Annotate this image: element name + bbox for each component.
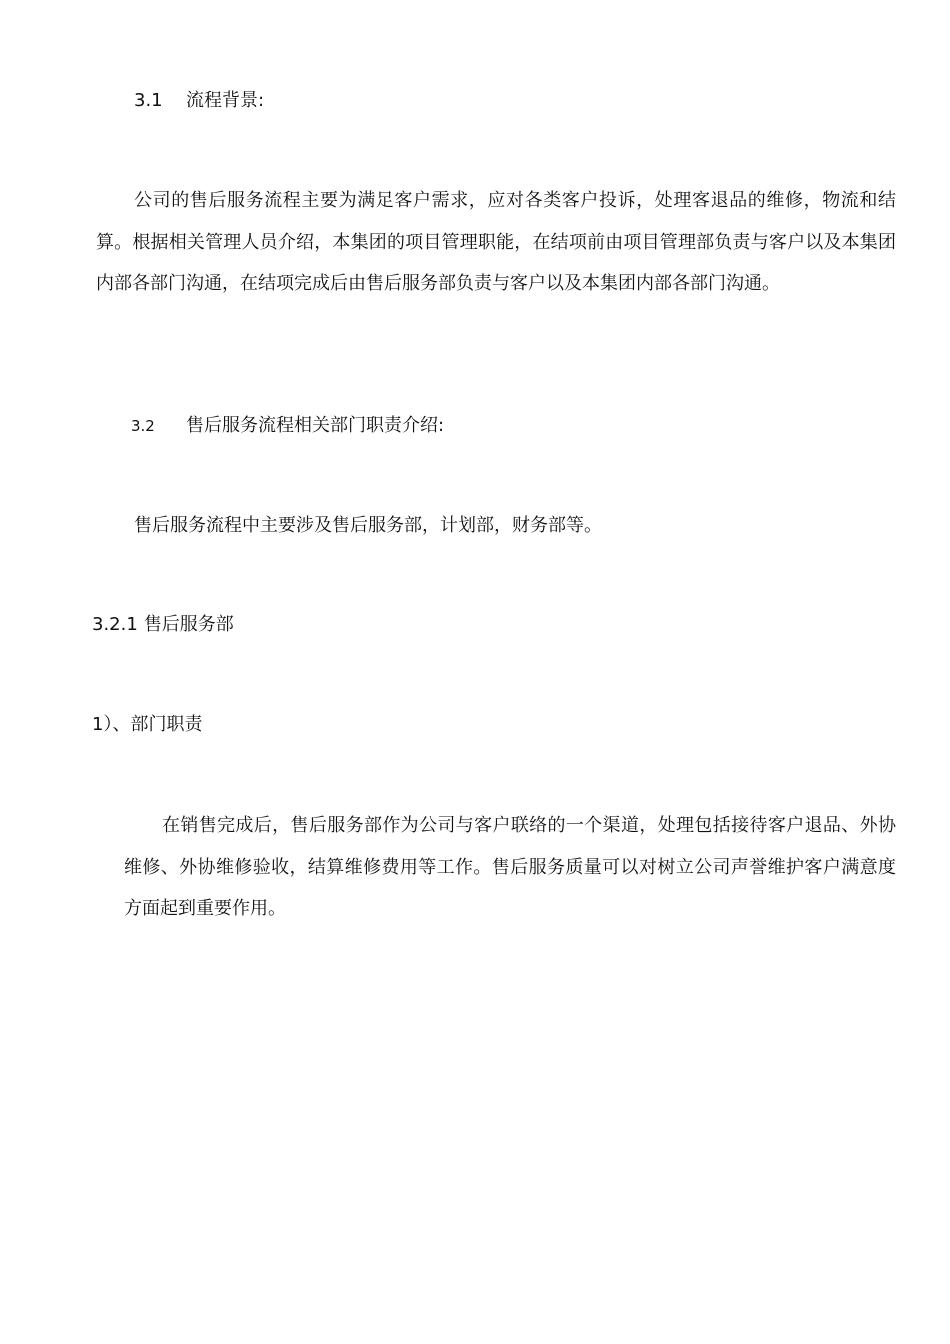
dept-duty-heading: 1）、部门职责 — [92, 714, 203, 735]
section-3-2-1-number: 3.2.1 — [92, 614, 138, 635]
section-3-1-title: 流程背景: — [186, 90, 265, 111]
section-3-1-number: 3.1 — [134, 90, 163, 111]
section-3-1-heading — [134, 89, 264, 113]
section-3-1-paragraph: 公司的售后服务流程主要为满足客户需求，应对各类客户投诉，处理客退品的维修，物流和结算。根据相关管理人员介绍，本集团的项目管理职能，在结项前由项目管理部负责与客户以及本集团内部各部门沟通，在结项完成后由售后服务部负责与客户以及本集团内部各部门沟通。 — [96, 190, 896, 294]
section-3-2-title: 售后服务流程相关部门职责介绍: — [186, 415, 445, 436]
section-3-2-number: 3.2 — [131, 417, 155, 435]
section-3-2-1-heading — [92, 613, 234, 637]
dept-duty-paragraph: 在销售完成后，售后服务部作为公司与客户联络的一个渠道，处理包括接待客户退品、外协维修、外协维修验收，结算维修费用等工作。售后服务质量可以对树立公司声誉维护客户满意度方面起到重要作用。 — [124, 815, 896, 919]
section-3-2-paragraph: 售后服务流程中主要涉及售后服务部，计划部，财务部等。 — [134, 515, 602, 536]
section-3-2-1-title: 售后服务部 — [143, 614, 234, 635]
section-3-2-heading — [131, 414, 444, 438]
